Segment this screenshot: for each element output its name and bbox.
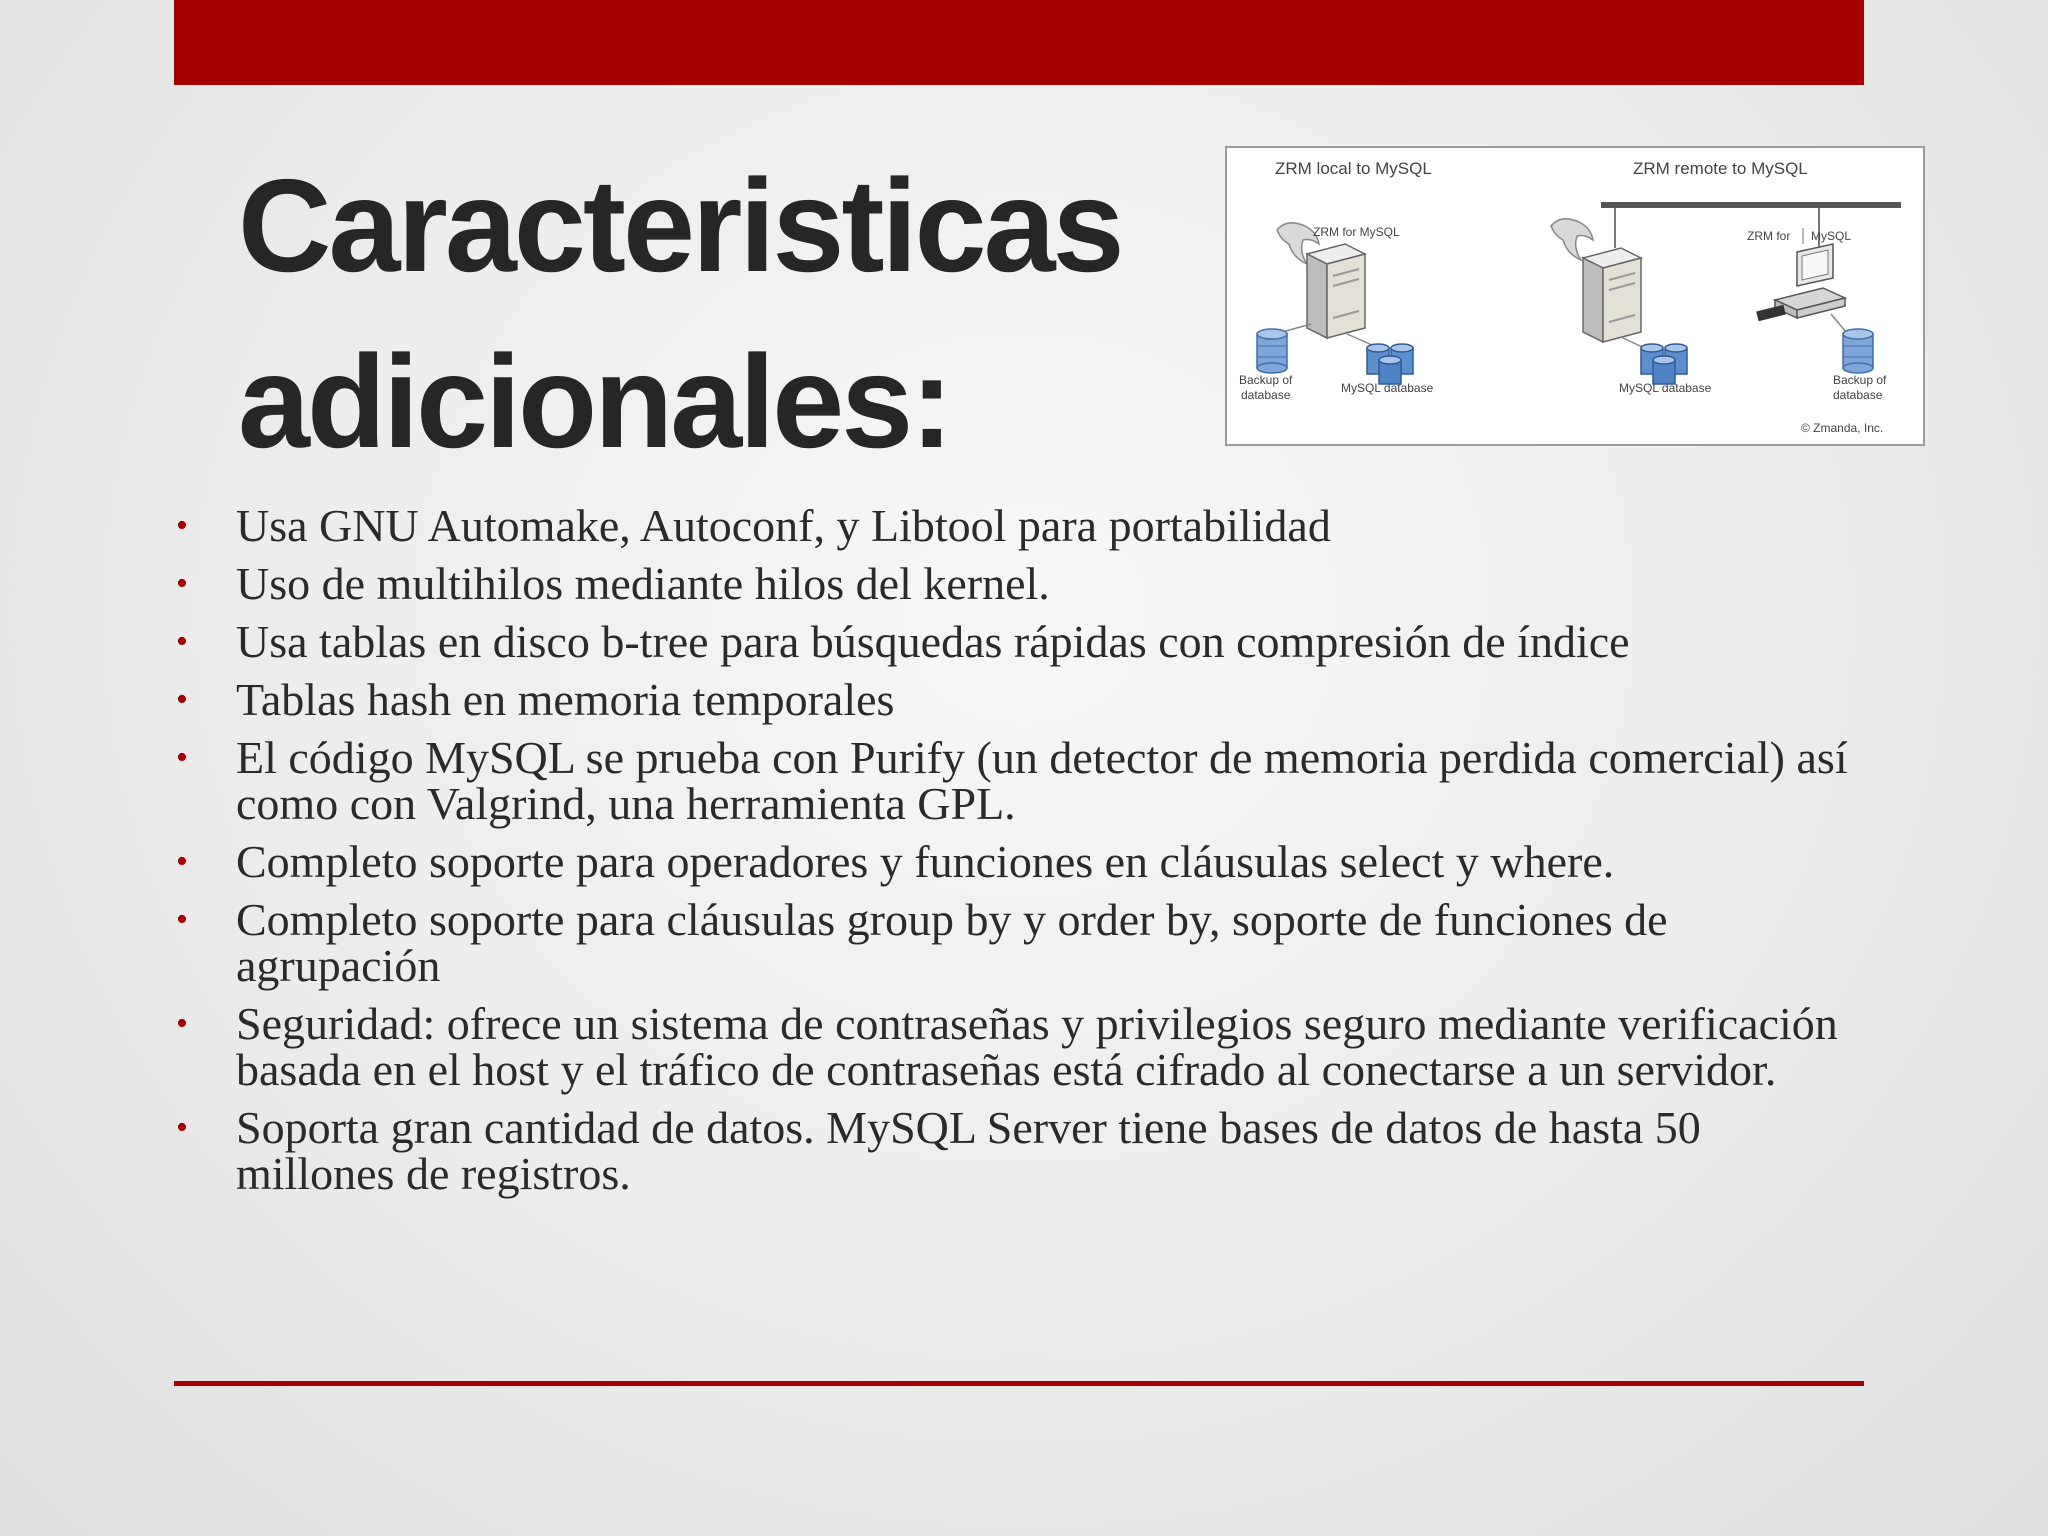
- bullet-marker: •: [176, 507, 188, 544]
- mysql-database-icon-left: [1367, 344, 1413, 384]
- diagram-right-title: ZRM remote to MySQL: [1633, 159, 1808, 178]
- workstation-icon: [1756, 244, 1845, 321]
- mysql-label: MySQL: [1811, 229, 1852, 243]
- bullet-marker: •: [176, 681, 188, 718]
- slide-title: [238, 138, 1122, 490]
- bullet-text: Completo soporte para cláusulas group by y order by, soporte de funciones de agrupación: [236, 894, 1668, 991]
- server-icon-right: [1583, 248, 1641, 342]
- zrm-for-label: ZRM for: [1747, 229, 1791, 243]
- bullet-item: [174, 894, 1864, 991]
- bullet-text: Usa GNU Automake, Autoconf, y Libtool para portabilidad: [236, 500, 1331, 551]
- zrm-for-mysql-label: ZRM for MySQL: [1313, 225, 1400, 239]
- bullet-item: [174, 616, 1864, 667]
- mysql-database-label-right: MySQL database: [1619, 381, 1712, 395]
- bullet-marker: •: [176, 623, 188, 660]
- bullet-marker: •: [176, 1109, 188, 1146]
- server-icon-left: [1307, 244, 1365, 338]
- backup-label-left-2: database: [1241, 388, 1291, 402]
- bullet-text: Seguridad: ofrece un sistema de contraseñas y privilegios seguro mediante verificación basada en el host y el tráfico de contraseñas está cifrado al conectarse a un servidor.: [236, 998, 1838, 1095]
- network-bus: [1601, 202, 1901, 208]
- bullet-text: Soporta gran cantidad de datos. MySQL Server tiene bases de datos de hasta 50 millones de registros.: [236, 1102, 1701, 1199]
- backup-database-icon-right: [1843, 329, 1873, 373]
- bullet-list: [174, 500, 1864, 1209]
- backup-label-left-1: Backup of: [1239, 373, 1293, 387]
- backup-label-right-1: Backup of: [1833, 373, 1887, 387]
- bullet-text: Uso de multihilos mediante hilos del kernel.: [236, 558, 1050, 609]
- backup-database-icon-left: [1257, 329, 1287, 373]
- title-line-2: adicionales:: [238, 328, 951, 475]
- diagram-left-title: ZRM local to MySQL: [1275, 159, 1432, 178]
- bullet-marker: •: [176, 739, 188, 776]
- backup-label-right-2: database: [1833, 388, 1883, 402]
- bullet-marker: •: [176, 1005, 188, 1042]
- bullet-marker: •: [176, 901, 188, 938]
- bullet-text: Tablas hash en memoria temporales: [236, 674, 895, 725]
- zrm-diagram: [1225, 146, 1925, 446]
- bullet-text: El código MySQL se prueba con Purify (un detector de memoria perdida comercial) así como con Valgrind, una herramienta GPL.: [236, 732, 1848, 829]
- bullet-item: [174, 500, 1864, 551]
- title-line-1: Caracteristicas: [238, 152, 1122, 299]
- bullet-text: Completo soporte para operadores y funciones en cláusulas select y where.: [236, 836, 1615, 887]
- diagram-copyright: © Zmanda, Inc.: [1801, 421, 1884, 435]
- bullet-text: Usa tablas en disco b-tree para búsquedas rápidas con compresión de índice: [236, 616, 1630, 667]
- bottom-accent-rule: [174, 1381, 1864, 1386]
- bullet-item: [174, 998, 1864, 1095]
- bullet-item: [174, 674, 1864, 725]
- top-accent-bar: [174, 0, 1864, 85]
- bullet-item: [174, 732, 1864, 829]
- bullet-item: [174, 558, 1864, 609]
- mysql-dolphin-icon-right: [1551, 219, 1593, 260]
- zrm-diagram-svg: [1227, 148, 1923, 444]
- bullet-item: [174, 1102, 1864, 1199]
- bullet-marker: •: [176, 843, 188, 880]
- mysql-database-label-left: MySQL database: [1341, 381, 1434, 395]
- bullet-item: [174, 836, 1864, 887]
- mysql-database-icon-right: [1641, 344, 1687, 384]
- bullet-marker: •: [176, 565, 188, 602]
